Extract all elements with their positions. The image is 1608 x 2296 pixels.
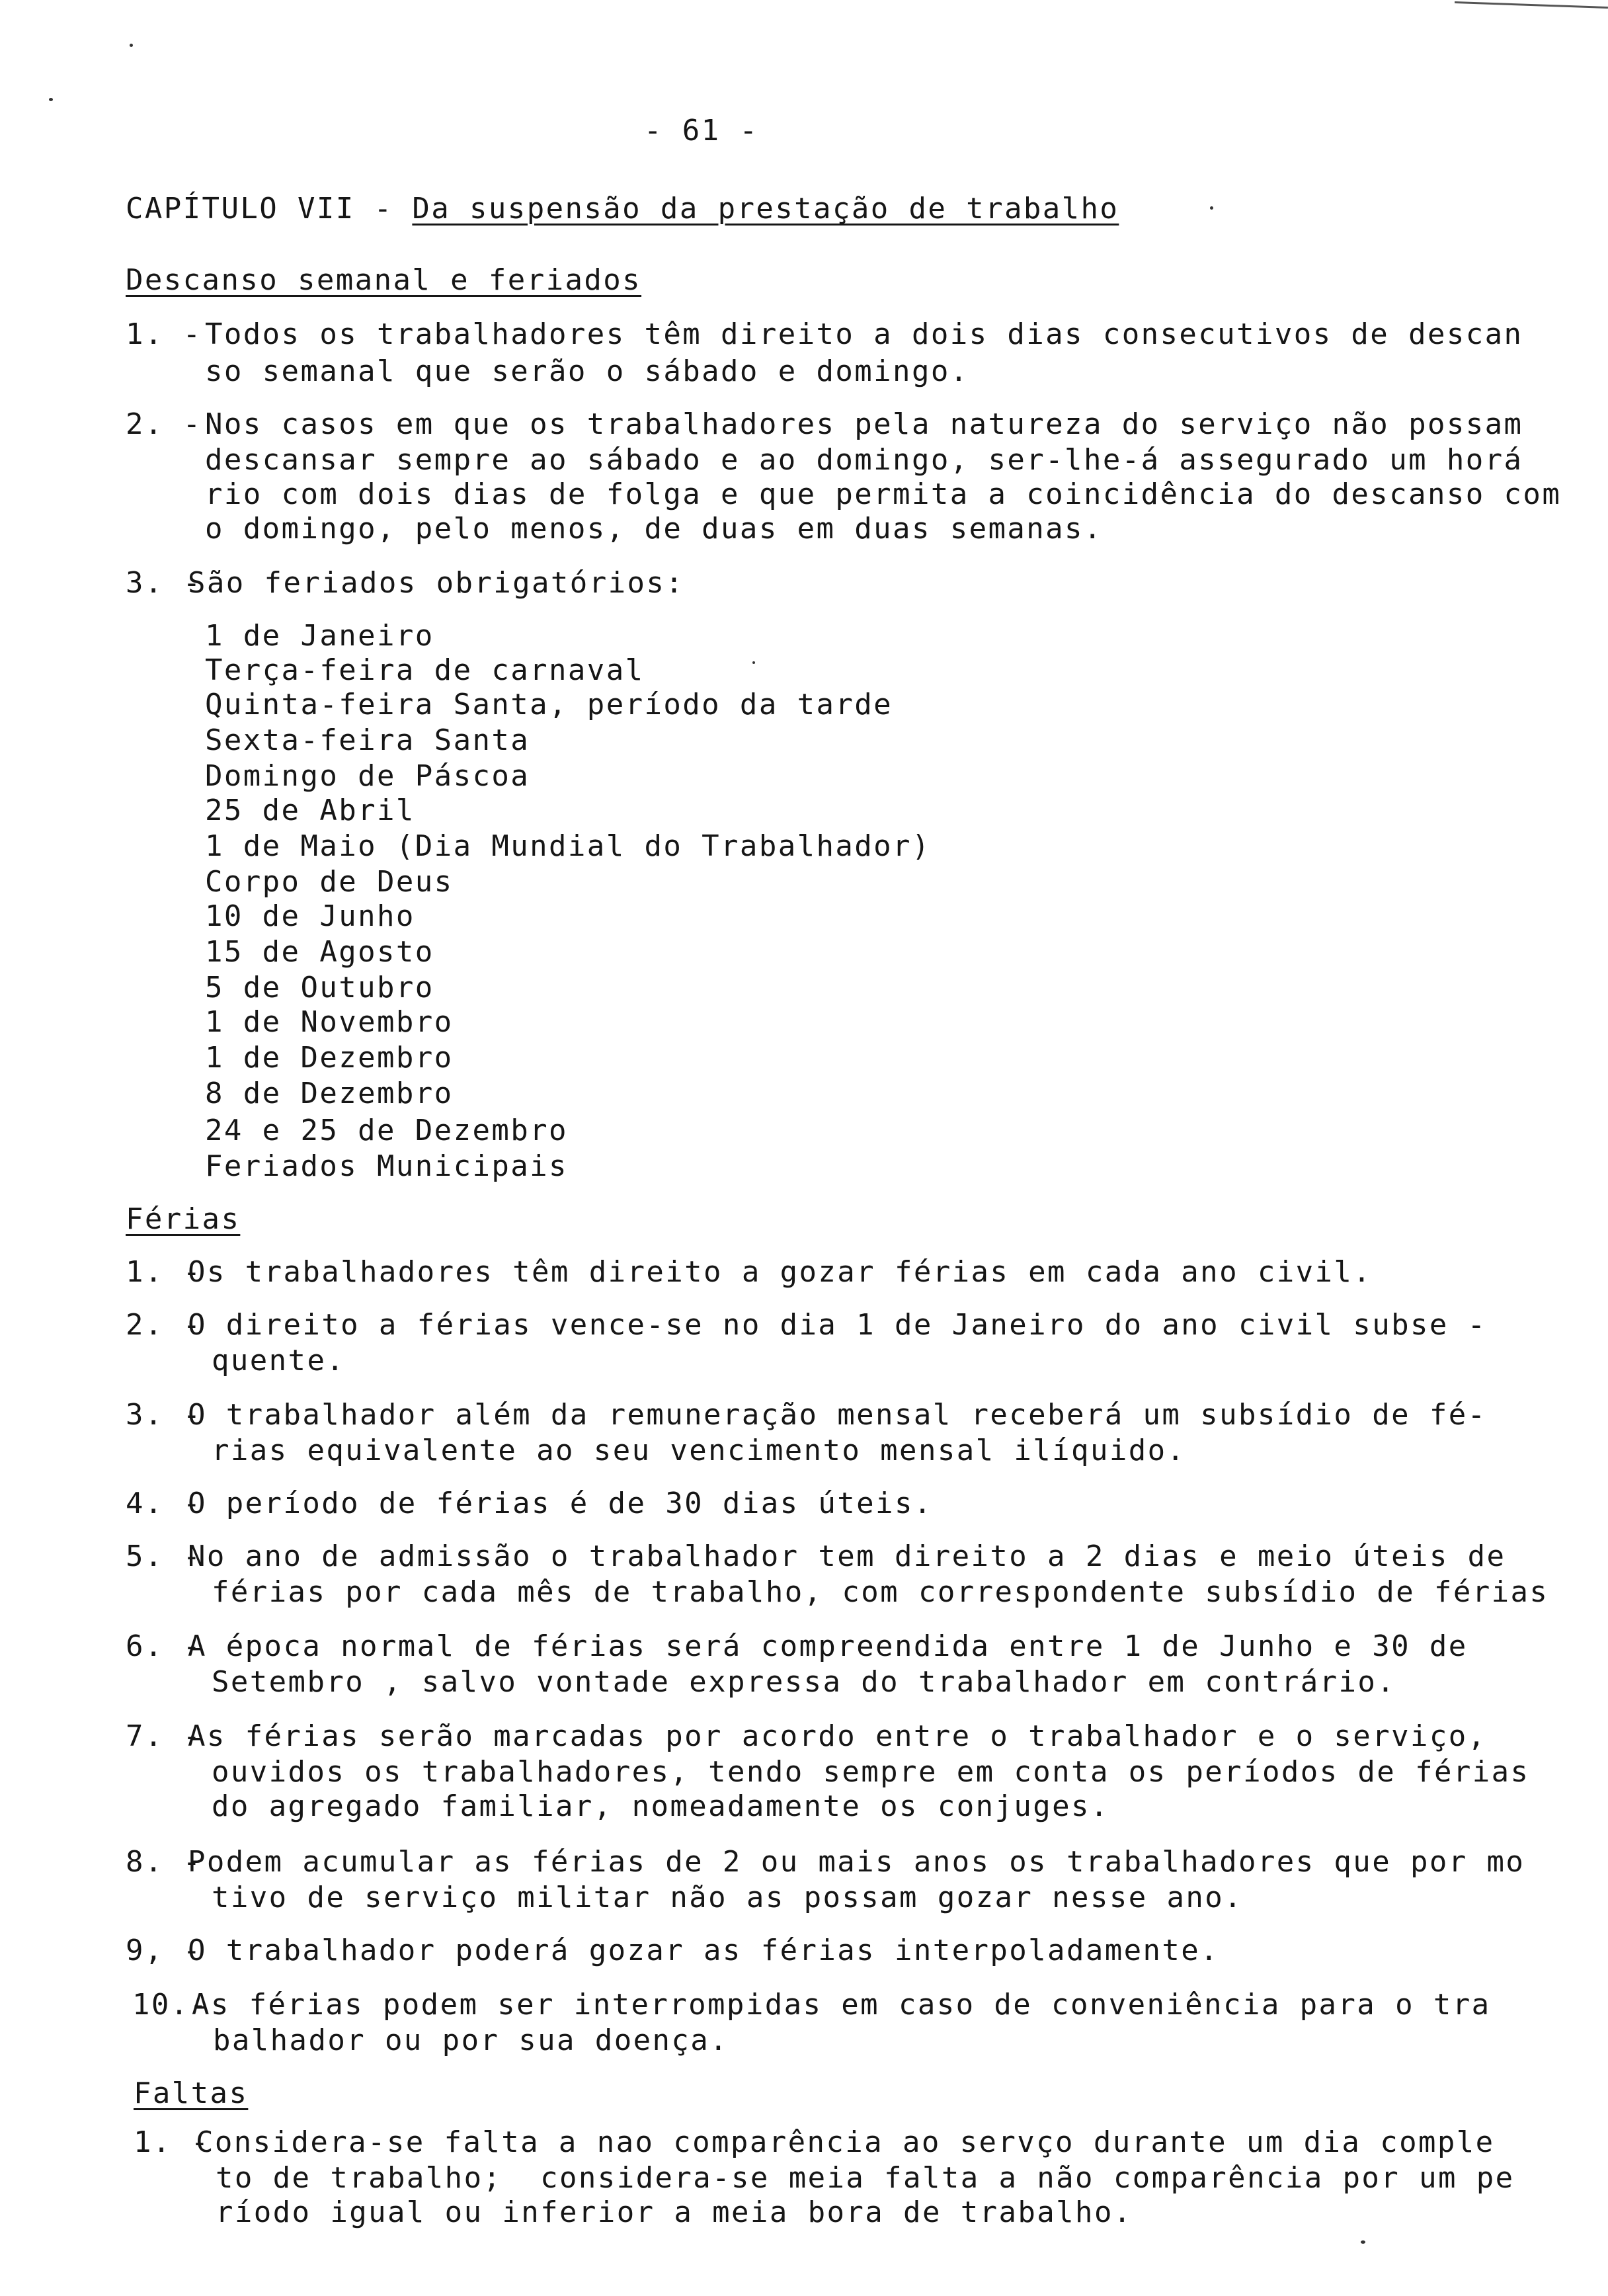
holiday-item: Corpo de Deus: [205, 865, 454, 899]
item-number: 3. -: [126, 1398, 202, 1432]
scan-edge-line: [1455, 1, 1608, 9]
item-line: Setembro , salvo vontade expressa do trabalhador em contrário.: [212, 1665, 1396, 1699]
holiday-item: 8 de Dezembro: [205, 1077, 454, 1110]
item-line: São feriados obrigatórios:: [188, 566, 685, 600]
item-line: A época normal de férias será compreendida entre 1 de Junho e 30 de: [188, 1629, 1468, 1663]
holiday-item: 10 de Junho: [205, 899, 415, 933]
item-number: 1. -: [126, 317, 202, 351]
scan-speck: [130, 44, 133, 47]
item-line: Podem acumular as férias de 2 ou mais anos os trabalhadores que por mo: [188, 1845, 1525, 1879]
item-line: No ano de admissão o trabalhador tem direito a 2 dias e meio úteis de: [188, 1539, 1506, 1573]
item-line: ríodo igual ou inferior a meia bora de trabalho.: [216, 2195, 1133, 2229]
item-line: rias equivalente ao seu vencimento mensal ilíquido.: [212, 1434, 1186, 1467]
item-line: ouvidos os trabalhadores, tendo sempre em conta os períodos de férias: [212, 1755, 1530, 1789]
item-line: Nos casos em que os trabalhadores pela natureza do serviço não possam: [205, 407, 1523, 441]
item-line: descansar sempre ao sábado e ao domingo, ser-lhe-á assegurado um horá: [205, 443, 1523, 477]
section-heading-descanso: Descanso semanal e feriados: [126, 263, 642, 297]
holiday-item: 1 de Janeiro: [205, 619, 434, 653]
item-number: 5. -: [126, 1539, 202, 1573]
holiday-item: 15 de Agosto: [205, 935, 434, 969]
holiday-item: 24 e 25 de Dezembro: [205, 1114, 568, 1147]
section-heading-ferias: Férias: [126, 1202, 241, 1236]
item-line: Todos os trabalhadores têm direito a dois dias consecutivos de descan: [205, 317, 1523, 351]
item-line: o domingo, pelo menos, de duas em duas semanas.: [205, 512, 1103, 546]
holiday-item: 1 de Maio (Dia Mundial do Trabalhador): [205, 829, 931, 863]
item-number: 9, -: [126, 1934, 202, 1967]
item-number: 6. -: [126, 1629, 202, 1663]
item-number: 2. -: [126, 407, 202, 441]
holiday-item: 25 de Abril: [205, 794, 415, 827]
item-line: do agregado familiar, nomeadamente os conjuges.: [212, 1789, 1109, 1823]
page-number: - 61 -: [644, 114, 759, 147]
holiday-item: Domingo de Páscoa: [205, 759, 530, 793]
item-number: 3. -: [126, 566, 202, 600]
chapter-title: Da suspensão da prestação de trabalho: [412, 192, 1119, 226]
chapter-heading: [126, 192, 1119, 226]
item-line: O direito a férias vence-se no dia 1 de Janeiro do ano civil subse -: [188, 1308, 1487, 1342]
item-number: 2. -: [126, 1308, 202, 1342]
item-line: O trabalhador poderá gozar as férias interpoladamente.: [188, 1934, 1220, 1967]
item-line: O trabalhador além da remuneração mensal receberá um subsídio de fé-: [188, 1398, 1487, 1432]
holiday-item: Quinta-feira Santa, período da tarde: [205, 688, 893, 721]
item-line: rio com dois dias de folga e que permita a coincidência do descanso com: [205, 477, 1562, 511]
item-number: 1. -: [134, 2125, 210, 2159]
item-number: 8. -: [126, 1845, 202, 1879]
scan-speck: [1361, 2240, 1365, 2244]
item-line: Considera-se falta a nao comparência ao servço durante um dia comple: [196, 2125, 1495, 2159]
item-number: 4. -: [126, 1487, 202, 1520]
scan-speck: [1210, 206, 1213, 210]
holiday-item: Terça-feira de carnaval: [205, 653, 645, 687]
item-line: so semanal que serão o sábado e domingo.: [205, 354, 969, 388]
item-line: O período de férias é de 30 dias úteis.: [188, 1487, 933, 1520]
scan-speck: [752, 661, 755, 664]
scan-speck: [49, 98, 53, 101]
item-line: tivo de serviço militar não as possam gozar nesse ano.: [212, 1881, 1244, 1914]
holiday-item: Sexta-feira Santa: [205, 723, 530, 757]
holiday-item: Feriados Municipais: [205, 1149, 568, 1183]
item-line: As férias serão marcadas por acordo entre o trabalhador e o serviço,: [188, 1719, 1487, 1753]
section-heading-faltas: Faltas: [134, 2076, 249, 2110]
item-number: 1. -: [126, 1255, 202, 1289]
chapter-label: CAPÍTULO VII -: [126, 192, 413, 226]
holiday-item: 5 de Outubro: [205, 971, 434, 1004]
item-line: to de trabalho; considera-se meia falta a não comparência por um pe: [216, 2161, 1515, 2195]
item-line: férias por cada mês de trabalho, com correspondente subsídio de férias: [212, 1575, 1549, 1609]
holiday-item: 1 de Novembro: [205, 1005, 454, 1039]
item-line: quente.: [212, 1344, 346, 1377]
holiday-item: 1 de Dezembro: [205, 1041, 454, 1075]
item-line: balhador ou por sua doença.: [213, 2024, 729, 2057]
item-number: 7. -: [126, 1719, 202, 1753]
item-line: Os trabalhadores têm direito a gozar férias em cada ano civil.: [188, 1255, 1373, 1289]
item-line: As férias podem ser interrompidas em caso de conveniência para o tra: [192, 1988, 1491, 2022]
item-number: 10.-: [132, 1988, 209, 2022]
